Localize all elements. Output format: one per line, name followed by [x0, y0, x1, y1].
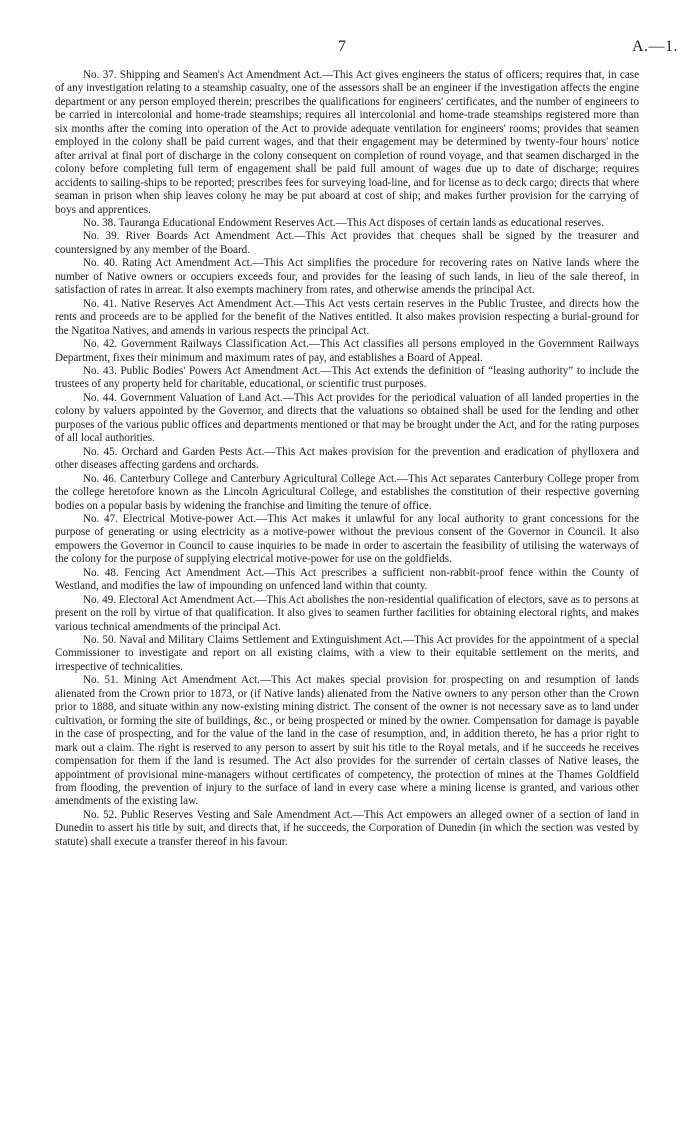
act-paragraph-49: No. 49. Electoral Act Amendment Act.—This Act abolishes the non-residential qualification of electors, save as to persons at present on the roll by virtue of that qualification. It also gives to seamen further facilities for obtaining electoral rights, and makes various technical amendments of the principal Act. [55, 593, 639, 633]
act-paragraph-43: No. 43. Public Bodies' Powers Act Amendment Act.—This Act extends the definition of “leasing authority” to include the trustees of any property held for charitable, educational, or scientific trust purposes. [55, 364, 639, 391]
act-paragraph-51: No. 51. Mining Act Amendment Act.—This Act makes special provision for prospecting on and resumption of lands alienated from the Crown prior to 1873, or (if Native lands) alienated from the Native owners to any person other than the Crown prior to 1888, and situate within any now-existing mining district. The consent of the owner is not necessary save as to land under cultivation, or forming the site of buildings, &c., or being prospected or mined by the owner. Compensation for damage is payable in the case of prospecting, and for the value of the land in the case of resumption, and, in addition thereto, he has a prior right to mark out a claim. The right is reserved to any person to assert by suit his title to the Royal metals, and if he succeeds he receives compensation for them if the land is resumed. The Act also provides for the surrender of certain classes of Native leases, the appointment of provisional mine-managers without certificates of competency, the protection of mines at the Thames Goldfield from flooding, the prevention of injury to the surface of land in every case where a mining license is granted, and various other amendments of the existing law. [55, 674, 639, 808]
act-paragraph-46: No. 46. Canterbury College and Canterbury Agricultural College Act.—This Act separates Canterbury College proper from the college heretofore known as the Lincoln Agricultural College, and establishes the constitution of their respective governing bodies on a popular basis by widening the franchise and limiting the tenure of office. [55, 472, 639, 512]
act-paragraph-45: No. 45. Orchard and Garden Pests Act.—This Act makes provision for the prevention and eradication of phylloxera and other diseases affecting gardens and orchards. [55, 445, 639, 472]
act-paragraph-42: No. 42. Government Railways Classification Act.—This Act classifies all persons employed in the Government Railways Department, fixes their minimum and maximum rates of pay, and establishes a Board of Appeal. [55, 338, 639, 364]
act-paragraph-48: No. 48. Fencing Act Amendment Act.—This Act prescribes a sufficient non-rabbit-proof fence within the County of Westland, and modifies the law of impounding on unfenced land within that county. [55, 566, 639, 593]
document-body [55, 69, 639, 849]
act-paragraph-50: No. 50. Naval and Military Claims Settlement and Extinguishment Act.—This Act provides for the appointment of a special Commissioner to investigate and report on all existing claims, with a view to their equitable settlement on the merits, and irrespective of technicalities. [55, 634, 639, 673]
document-reference: A.—1. [631, 38, 678, 55]
page-header [0, 38, 700, 58]
act-paragraph-38: No. 38. Tauranga Educational Endowment Reserves Act.—This Act disposes of certain lands as educational reserves. [83, 216, 604, 229]
page-number: 7 [338, 38, 346, 55]
act-paragraph-40: No. 40. Rating Act Amendment Act.—This Act simplifies the procedure for recovering rates on Native lands where the number of Native owners or occupiers exceeds four, and provides for the leasing of such lands, in lieu of the sale thereof, in satisfaction of rates in arrear. It also exempts machinery from rates, and otherwise amends the principal Act. [55, 257, 639, 297]
act-paragraph-47: No. 47. Electrical Motive-power Act.—This Act makes it unlawful for any local authority to grant concessions for the purpose of generating or using electricity as a motive-power without the previous consent of the Governor in Council. It also empowers the Governor in Council to cause inquiries to be made in order to ascertain the feasibility of utilising the waterways of the colony for the purpose of supplying electrical motive-power for use on the goldfields. [55, 512, 639, 566]
act-paragraph-52: No. 52. Public Reserves Vesting and Sale Amendment Act.—This Act empowers an alleged owner of a section of land in Dunedin to assert his title by suit, and directs that, if he succeeds, the Corporation of Dunedin (in which the section was vested by statute) shall execute a transfer thereof in his favour. [55, 808, 639, 848]
act-paragraph-44: No. 44. Government Valuation of Land Act.—This Act provides for the periodical valuation of all landed properties in the colony by valuers appointed by the Governor, and directs that the valuations so obtained shall be used for the lending and other purposes of the various public offices and departments mentioned or that may be brought under the Act, and for the rating purposes of all local authorities. [55, 391, 639, 445]
act-paragraph-39: No. 39. River Boards Act Amendment Act.—This Act provides that cheques shall be signed by the treasurer and countersigned by any member of the Board. [55, 230, 639, 256]
act-paragraph-37: No. 37. Shipping and Seamen's Act Amendment Act.—This Act gives engineers the status of officers; requires that, in case of any investigation relating to a steamship casualty, one of the assessors shall be an engineer if the investigation affects the engine department or any person employed therein; prescribes the qualifications for engineers' certificates, and the number of engineers to be carried in intercolonial and home-trade steamships; requires all intercolonial and home-trade steamships registered more than six months after the coming into operation of the Act to provide adequate ventilation for engineers' rooms; provides that seamen employed in the colony shall be paid current wages, and that their engagement may be determined by twenty-four hours' notice after arrival at final port of discharge in the colony consequent on completion of round voyage, and that seamen discharged in the colony before completing full term of engagement shall be paid full amount of wages due up to date of discharge; requires accidents to sailing-ships to be reported; prescribes fees for surveying load-line, and for license as to deck cargo; directs that where seaman in prison when ship leaves colony he may be put aboard at cost of ship; and makes further provision for the carrying of boys and apprentices. [55, 69, 639, 216]
act-paragraph-41: No. 41. Native Reserves Act Amendment Act.—This Act vests certain reserves in the Public Trustee, and directs how the rents and proceeds are to be applied for the benefit of the Natives entitled. It also makes provision respecting a burial-ground for the Ngatitoa Natives, and amends in various respects the principal Act. [55, 297, 639, 337]
